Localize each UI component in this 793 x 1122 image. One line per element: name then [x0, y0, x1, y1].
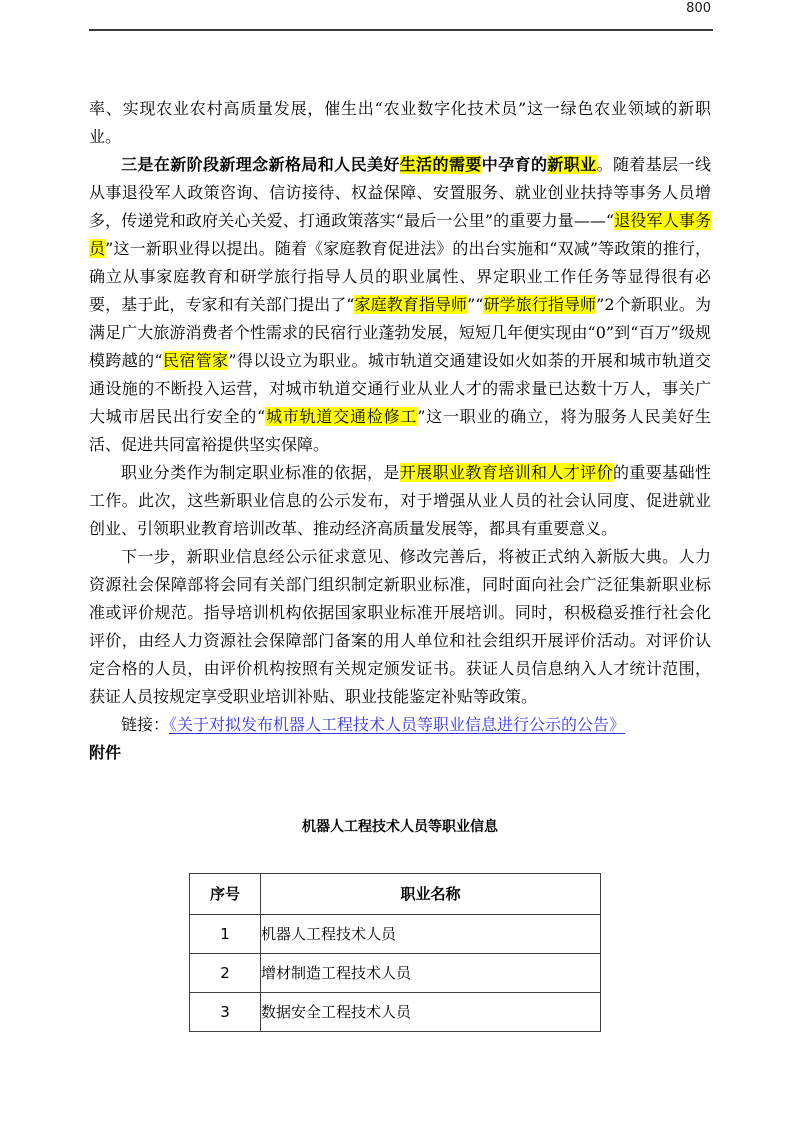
paragraph-link-line	[89, 711, 711, 739]
table-header-row	[190, 874, 601, 915]
text-run: 家庭教育指导师	[354, 295, 468, 314]
text-run: ”得以设立为职业。城市轨道交通建设如火如荼的开展和城市轨道交通设施的不断投入运营，对城市轨道交通行业从业人才的需求量已达数十万人，事关广大城市居民出行安全的“	[89, 351, 711, 426]
cell-occupation: 机器人工程技术人员	[261, 915, 601, 954]
text-run: 民宿管家	[162, 351, 229, 370]
cell-serial: 2	[190, 954, 261, 993]
text-run: 链接：	[121, 715, 170, 734]
text-run: ”这一职业的确立，将为服务人民美好生活、促进共同富裕提供坚实保障。	[89, 407, 711, 454]
text-run: 。随着基层一线从事退役军人政策咨询、信访接待、权益保障、安置服务、就业创业扶持等事务人员增多，传递党和政府关心关爱、打通政策落实“最后一公里”的重要力量——“	[89, 155, 711, 230]
text-run: ”2个新职业。为满足广大旅游消费者个性需求的民宿行业蓬勃发展，短短几年便实现由“0”到“百万”级规模跨越的“	[89, 295, 711, 370]
header-serial: 序号	[190, 874, 261, 915]
attachment-label: 附件	[89, 743, 122, 762]
paragraph-new-occupations	[89, 151, 711, 459]
cell-serial: 1	[190, 915, 261, 954]
table-title: 机器人工程技术人员等职业信息	[302, 819, 498, 835]
cell-occupation: 增材制造工程技术人员	[261, 954, 601, 993]
table-row	[190, 993, 601, 1032]
paragraph-next-steps	[89, 543, 711, 711]
table-row	[190, 954, 601, 993]
header-rule	[89, 29, 713, 31]
paragraph-classification	[89, 459, 711, 543]
text-run: 三是在新阶段新理念新格局和人民美好	[121, 155, 400, 174]
text-run: 退役军人事务员	[89, 211, 711, 258]
cell-serial: 3	[190, 993, 261, 1032]
text-run: 生活的需要	[399, 155, 482, 174]
page-number: 800	[686, 1, 711, 16]
occupation-table	[189, 873, 601, 1032]
text-run: 下一步，新职业信息经公示征求意见、修改完善后，将被正式纳入新版大典。人力资源社会保障部将会同有关部门组织制定新职业标准，同时面向社会广泛征集新职业标准或评价规范。指导培训机构依据国家职业标准开展培训。同时，积极稳妥推行社会化评价，由经人力资源社会保障部门备案的用人单位和社会组织开展评价活动。对评价认定合格的人员，由评价机构按照有关规定颁发证书。获证人员信息纳入人才统计范围，获证人员按规定享受职业培训补贴、职业技能鉴定补贴等政策。	[89, 547, 711, 706]
text-run: 的重要基础性工作。此次，这些新职业信息的公示发布，对于增强从业人员的社会认同度、促进就业创业、引领职业教育培训改革、推动经济高质量发展等，都具有重要意义。	[89, 463, 711, 538]
cell-occupation: 数据安全工程技术人员	[261, 993, 601, 1032]
text-run: ”这一新职业得以提出。随着《家庭教育促进法》的出台实施和“双减”等政策的推行，确立从事家庭教育和研学旅行指导人员的职业属性、界定职业工作任务等显得很有必要，基于此，专家和有关部门提出了“	[89, 239, 711, 314]
announcement-link[interactable]: 《关于对拟发布机器人工程技术人员等职业信息进行公示的公告》	[169, 715, 626, 734]
text-run: 城市轨道交通检修工	[265, 407, 418, 426]
text-run: 职业分类作为制定职业标准的依据，是	[121, 463, 400, 482]
text-run: 率、实现农业农村高质量发展，催生出“农业数字化技术员”这一绿色农业领域的新职业。	[89, 99, 711, 146]
paragraph-continuation	[89, 95, 711, 151]
document-body	[89, 95, 711, 1032]
text-run: 开展职业教育培训和人才评价	[399, 463, 613, 482]
header-occupation-name: 职业名称	[261, 874, 601, 915]
text-run: ”“	[467, 295, 484, 314]
text-run: 研学旅行指导师	[483, 295, 597, 314]
text-run: 中孕育的	[481, 155, 548, 174]
table-row	[190, 915, 601, 954]
text-run: 新职业	[547, 155, 597, 174]
